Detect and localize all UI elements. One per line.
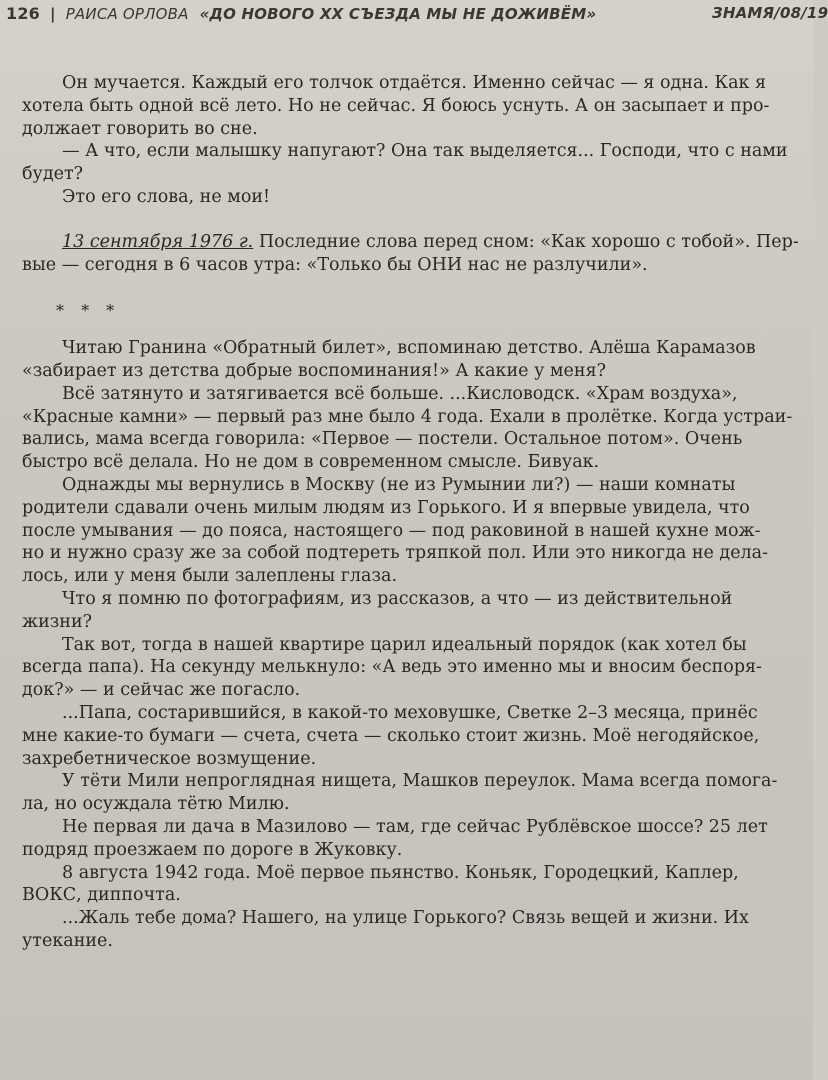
- paragraph: [22, 186, 822, 209]
- text-line: всегда папа). На секунду мелькнуло: «А ведь это именно мы и вносим беспоря-: [22, 657, 762, 678]
- paragraph: [22, 140, 822, 186]
- text-line: ...Папа, состарившийся, в какой-то меховушке, Светке 2–3 месяца, принёс: [62, 702, 758, 723]
- text-line: Это его слова, не мои!: [62, 186, 271, 207]
- paragraph: [22, 907, 822, 953]
- paragraph: [22, 634, 822, 702]
- paragraph: [22, 702, 822, 770]
- header-author: РАИСА ОРЛОВА: [65, 5, 189, 23]
- text-line: мне какие-то бумаги — счета, счета — сколько стоит жизнь. Моё негодяйское,: [22, 725, 760, 746]
- paragraph: [22, 337, 822, 383]
- paragraph: [22, 816, 822, 862]
- paragraph: [22, 474, 822, 588]
- text-line: после умывания — до пояса, настоящего — под раковиной в нашей кухне мож-: [22, 520, 761, 541]
- text-line: — А что, если малышку напугают? Она так выделяется... Господи, что с нами: [62, 141, 788, 162]
- text-line: Что я помню по фотографиям, из рассказов, а что — из действительной: [62, 588, 733, 609]
- text-line: жизни?: [22, 611, 93, 632]
- text-line: «забирает из детства добрые воспоминания!» А какие у меня?: [22, 360, 606, 381]
- text-line: [22, 231, 822, 254]
- paragraph: [22, 862, 822, 908]
- text-fragment: Последние слова перед сном: «Как хорошо с тобой». Пер-: [253, 231, 799, 252]
- spacer: [22, 323, 822, 337]
- paragraph: [22, 231, 822, 277]
- text-line: захребетническое возмущение.: [22, 748, 317, 769]
- text-line: Не первая ли дача в Мазилово — там, где сейчас Рублёвское шоссе? 25 лет: [62, 816, 768, 837]
- text-line: У тёти Мили непроглядная нищета, Машков переулок. Мама всегда помога-: [62, 771, 778, 792]
- text-line: вые — сегодня в 6 часов утра: «Только бы ОНИ нас не разлучили».: [22, 254, 648, 275]
- text-line: утекание.: [22, 930, 113, 951]
- text-line: родители сдавали очень милым людям из Горького. И я впервые увидела, что: [22, 497, 750, 518]
- spacer: [22, 209, 822, 231]
- text-line: 8 августа 1942 года. Моё первое пьянство. Коньяк, Городецкий, Каплер,: [62, 862, 739, 883]
- paragraph: [22, 72, 822, 140]
- spacer: [22, 276, 822, 300]
- text-line: быстро всё делала. Но не дом в современном смысле. Бивуак.: [22, 452, 600, 473]
- text-line: подряд проезжаем по дороге в Жуковку.: [22, 839, 403, 860]
- text-line: «Красные камни» — первый раз мне было 4 года. Ехали в пролётке. Когда устраи-: [22, 406, 793, 427]
- paragraph: [22, 588, 822, 634]
- header-separator: |: [50, 5, 56, 23]
- text-line: док?» — и сейчас же погасло.: [22, 680, 301, 701]
- text-line: ла, но осуждала тётю Милю.: [22, 794, 290, 815]
- text-line: Читаю Гранина «Обратный билет», вспоминаю детство. Алёша Карамазов: [62, 338, 756, 359]
- text-body: [22, 72, 822, 953]
- text-line: ...Жаль тебе дома? Нашего, на улице Горького? Связь вещей и жизни. Их: [62, 908, 749, 929]
- text-line: Всё затянуто и затягивается всё больше. ...Кисловодск. «Храм воздуха»,: [62, 383, 738, 404]
- text-line: должает говорить во сне.: [22, 118, 258, 139]
- running-header: [6, 4, 826, 30]
- text-line: ВОКС, диппочта.: [22, 885, 181, 906]
- text-line: Он мучается. Каждый его толчок отдаётся. Именно сейчас — я одна. Как я: [62, 73, 767, 93]
- header-title: «ДО НОВОГО XX СЪЕЗДА МЫ НЕ ДОЖИВЁМ»: [199, 5, 597, 23]
- text-line: будет?: [22, 164, 84, 185]
- text-line: лось, или у меня были залеплены глаза.: [22, 566, 398, 587]
- paragraph: [22, 770, 822, 816]
- text-line: вались, мама всегда говорила: «Первое — постели. Остальное потом». Очень: [22, 429, 743, 450]
- text-line: хотела быть одной всё лето. Но не сейчас. Я боюсь уснуть. А он засыпает и про-: [22, 95, 770, 116]
- section-break: * * *: [56, 301, 121, 321]
- text-line: Так вот, тогда в нашей квартире царил идеальный порядок (как хотел бы: [62, 634, 747, 655]
- paragraph: [22, 383, 822, 474]
- header-issue: ЗНАМЯ/08/19: [712, 4, 828, 22]
- page-number: 126: [6, 4, 40, 23]
- text-line: но и нужно сразу же за собой подтереть тряпкой пол. Или это никогда не дела-: [22, 543, 769, 564]
- entry-date: 13 сентября 1976 г.: [62, 231, 254, 252]
- text-line: Однажды мы вернулись в Москву (не из Румынии ли?) — наши комнаты: [62, 474, 736, 495]
